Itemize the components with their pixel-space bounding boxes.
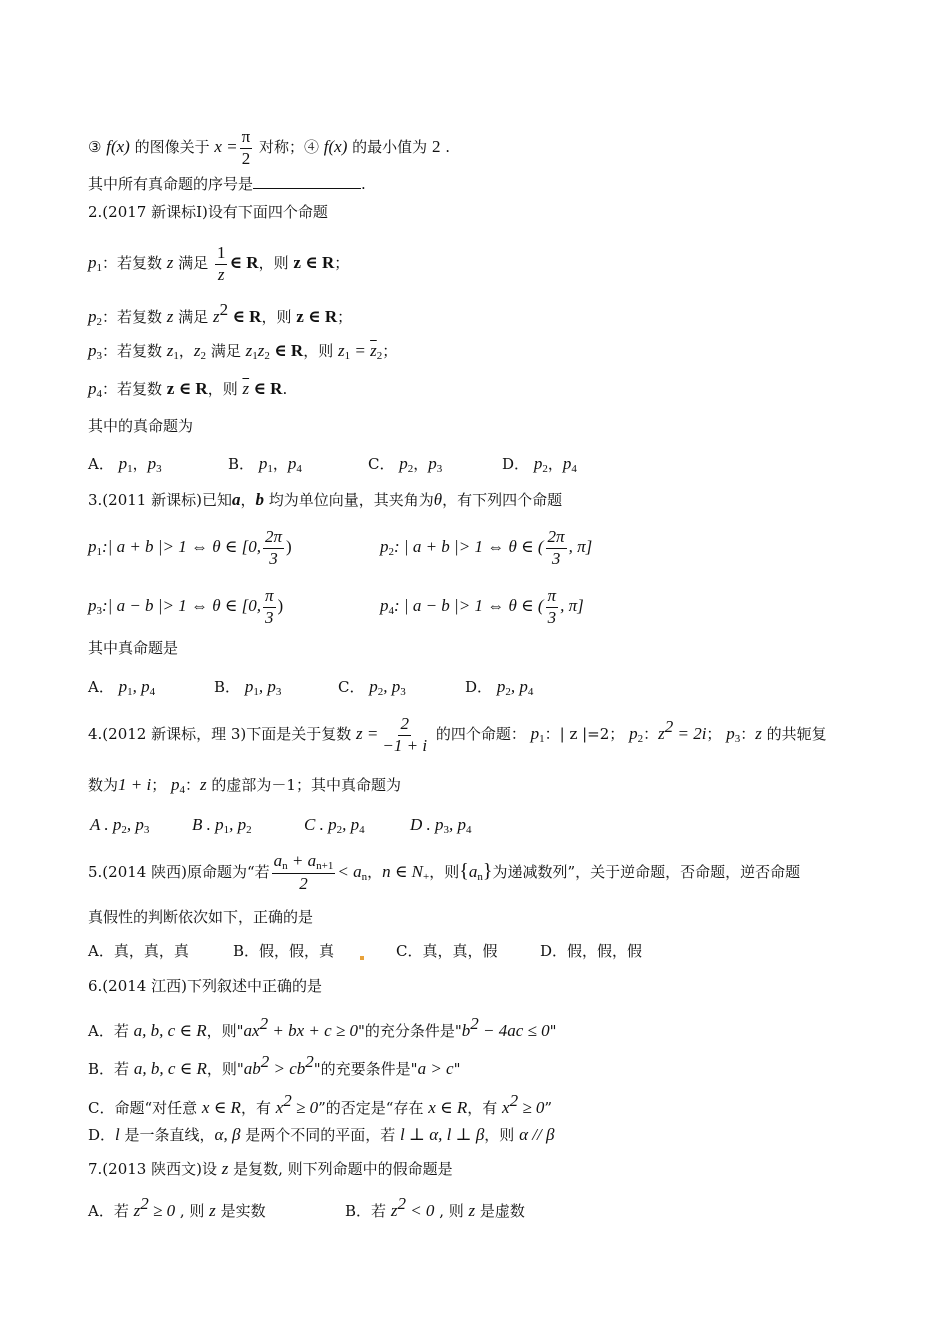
q2-p2: $p_2$：若复数 z 满足 $z^2$ ∈ R，则 z ∈ R； xyxy=(88,300,353,328)
q4-option-b[interactable]: B . $p_1$, $p_2$ xyxy=(192,815,252,836)
q3-p1: $p_1:|$ a + b |> 1 ⇔ θ ∈ [0, $\frac{2\pi}{3}$ ) xyxy=(88,527,292,568)
q3-p4: $p_4$: | a − b |> 1 ⇔ θ ∈ ( $\frac{\pi}{3}$ , π] xyxy=(380,586,584,627)
q6-option-d[interactable]: D．l 是一条直线，α, β 是两个不同的平面，若 l ⊥ α, l ⊥ β，则 α // β xyxy=(88,1125,555,1144)
fraction-2pi-over-3: $\frac{2\pi}{3}$ xyxy=(265,527,283,568)
q7-header: 7.(2013 陕西文)设 z 是复数, 则下列命题中的假命题是 xyxy=(88,1159,453,1178)
q2-p1: $p_1$：若复数 z 满足 $\frac{1}{z}$ ∈ R，则 z ∈ R； xyxy=(88,243,350,284)
math-fx: f(x) xyxy=(106,137,130,157)
q2-option-c[interactable]: C． $p_2$，$p_3$ xyxy=(368,454,443,475)
q5-header: 5.(2014 陕西)原命题为“若 $\frac{a_n + a_{n+1}}{2}$ < $a_n$，n ∈ $N_+$，则$\{a_n\}$为递减数列”，关于逆命题，否命题，逆否命题 xyxy=(88,851,801,894)
q1-prompt: 其中所有真命题的序号是 . xyxy=(88,175,366,193)
q2-option-d[interactable]: D． $p_2$，$p_4$ xyxy=(502,454,577,475)
q3-p2: $p_2$: | a + b |> 1 ⇔ θ ∈ ( $\frac{2\pi}{3}$ , π] xyxy=(380,527,593,568)
q2-option-a[interactable]: A． $p_1$，$p_3$ xyxy=(88,454,162,475)
q2-option-b[interactable]: B． $p_1$，$p_4$ xyxy=(228,454,302,475)
q6-option-a[interactable]: A．若 a, b, c ∈ R，则"$ax^2$ + bx + c ≥ 0"的充分条件是"$b^2 - 4ac \le 0$" xyxy=(88,1014,557,1040)
q6-option-b[interactable]: B．若 a, b, c ∈ R，则"$ab^2 > cb^2$"的充要条件是"a > c" xyxy=(88,1052,461,1078)
q7-option-a[interactable]: A．若 $z^2 \ge 0$ , 则 z 是实数 xyxy=(88,1194,266,1220)
q3-header: 3.(2011 新课标)已知a，b 均为单位向量，其夹角为θ，有下列四个命题 xyxy=(88,490,563,509)
q3-p3: $p_3:|$ a − b |> 1 ⇔ θ ∈ [0, $\frac{\pi}{3}$ ) xyxy=(88,586,284,627)
decorative-dot xyxy=(360,956,364,960)
q5-option-c[interactable]: C．真，真，假 xyxy=(396,942,498,960)
q5-option-b[interactable]: B．假，假，真 xyxy=(233,942,335,960)
q5-option-d[interactable]: D．假，假，假 xyxy=(540,942,643,960)
q4-line2: 数为1 + i； $p_4$：z 的虚部为－1；其中真命题为 xyxy=(88,775,401,796)
q3-option-c[interactable]: C． $p_2$, $p_3$ xyxy=(338,677,406,698)
q2-p3: $p_3$：若复数 $z_1$，$z_2$ 满足 $z_1z_2$ ∈ R，则 $z_1 = \overline{z}_2$； xyxy=(88,341,398,362)
q3-option-d[interactable]: D． $p_2$, $p_4$ xyxy=(465,677,534,698)
fraction-1-over-z: $\frac{1}{z}$ xyxy=(216,243,226,284)
q4-header: 4.(2012 新课标，理 3)下面是关于复数 z = $\frac{2}{-1 + i}$ 的四个命题： $p_1$：| z |=2； $p_2$：$z^2 = 2i$； $p_3$：z 的共轭复 xyxy=(88,714,827,755)
q1-statement-line: ③ f(x) 的图像关于 x = $\frac{\pi}{2}$ 对称；④ f(x) 的最小值为 2 . xyxy=(88,127,450,168)
q3-option-a[interactable]: A． $p_1$, $p_4$ xyxy=(88,677,156,698)
fraction-pi-over-2: $\frac{\pi}{2}$ xyxy=(241,127,251,168)
q2-header: 2.(2017 新课标I)设有下面四个命题 xyxy=(88,203,328,221)
q4-option-d[interactable]: D . $p_3$, $p_4$ xyxy=(410,815,472,836)
fraction-pi-over-3: $\frac{\pi}{3}$ xyxy=(547,586,557,627)
q6-option-c[interactable]: C．命题“对任意 x ∈ R，有 $x^2 \ge 0$”的否定是“存在 x ∈ R，有 $x^2 \ge 0$” xyxy=(88,1091,553,1117)
answer-blank[interactable] xyxy=(253,174,361,189)
circled-3: ③ xyxy=(88,138,102,157)
q2-p4: $p_4$：若复数 z ∈ R，则 $\overline{z}$ ∈ R. xyxy=(88,379,288,400)
fraction-2-over-neg1-plus-i: $\frac{2}{-1 + i}$ xyxy=(382,714,428,755)
q6-header: 6.(2014 江西)下列叙述中正确的是 xyxy=(88,977,322,995)
q3-option-b[interactable]: B． $p_1$, $p_3$ xyxy=(214,677,282,698)
q5-line2: 真假性的判断依次如下，正确的是 xyxy=(88,908,314,926)
q7-option-b[interactable]: B．若 $z^2 < 0$ , 则 z 是虚数 xyxy=(345,1194,525,1220)
fraction-pi-over-3: $\frac{\pi}{3}$ xyxy=(265,586,274,627)
q5-option-a[interactable]: A．真，真，真 xyxy=(88,942,189,960)
fraction-mean-an: $\frac{a_n + a_{n+1}}{2}$ xyxy=(273,851,334,894)
q3-prompt: 其中真命题是 xyxy=(88,639,179,657)
fraction-2pi-over-3: $\frac{2\pi}{3}$ xyxy=(547,527,565,568)
q2-prompt: 其中的真命题为 xyxy=(88,417,194,435)
q4-option-c[interactable]: C . $p_2$, $p_4$ xyxy=(304,815,365,836)
q4-option-a[interactable]: A . $p_2$, $p_3$ xyxy=(90,815,150,836)
